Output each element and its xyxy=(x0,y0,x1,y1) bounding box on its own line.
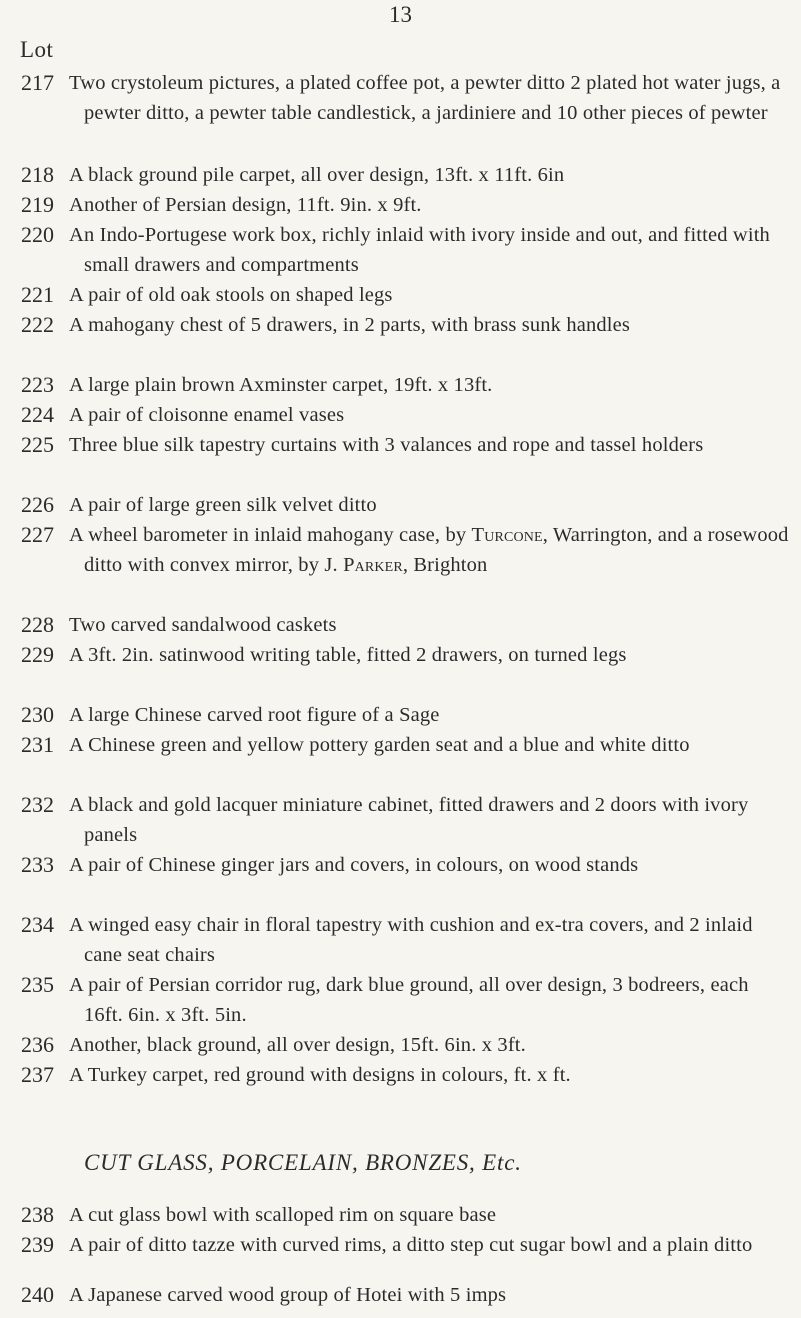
lot-number: 238 xyxy=(21,1202,54,1227)
lot-number: 224 xyxy=(21,402,54,427)
lot-number: 217 xyxy=(21,70,54,95)
lot-description: A large Chinese carved root figure of a Sage xyxy=(69,704,440,726)
lot-description: A pair of cloisonne enamel vases xyxy=(69,404,345,426)
lot-number: 229 xyxy=(21,642,54,667)
lot-description: A cut glass bowl with scalloped rim on square base xyxy=(69,1204,497,1226)
lot-description-text: , Brighton xyxy=(402,554,488,576)
lot-description: A pair of large green silk velvet ditto xyxy=(69,494,377,516)
section-heading: CUT GLASS, PORCELAIN, BRONZES, Etc. xyxy=(84,1150,522,1175)
lot-number: 226 xyxy=(21,492,54,517)
lot-description: A Chinese green and yellow pottery garden seat and a blue and white ditto xyxy=(69,734,690,756)
lot-description xyxy=(69,520,789,580)
lot-description-text: , Warrington, and a rosewood ditto with convex mirror, by J. xyxy=(84,524,789,576)
lot-number: 222 xyxy=(21,312,54,337)
lot-description: A Turkey carpet, red ground with designs in colours, ft. x ft. xyxy=(69,1064,571,1086)
lot-number: 232 xyxy=(21,792,54,817)
lot-number: 221 xyxy=(21,282,54,307)
lot-number: 219 xyxy=(21,192,54,217)
lot-number: 235 xyxy=(21,972,54,997)
lot-number: 230 xyxy=(21,702,54,727)
lot-number: 228 xyxy=(21,612,54,637)
lot-description: A pair of ditto tazze with curved rims, a ditto step cut sugar bowl and a plain ditto xyxy=(69,1234,753,1256)
lot-description: Three blue silk tapestry curtains with 3 valances and rope and tassel holders xyxy=(69,434,704,456)
lot-number: 237 xyxy=(21,1062,54,1087)
lot-number: 239 xyxy=(21,1232,54,1257)
lot-description: A 3ft. 2in. satinwood writing table, fitted 2 drawers, on turned legs xyxy=(69,644,627,666)
lot-description: Two carved sandalwood caskets xyxy=(69,614,337,636)
maker-name: Parker xyxy=(343,554,403,576)
lot-description: A black ground pile carpet, all over design, 13ft. x 11ft. 6in xyxy=(69,164,565,186)
lot-description: Another of Persian design, 11ft. 9in. x 9ft. xyxy=(69,194,422,216)
lot-description: Two crystoleum pictures, a plated coffee pot, a pewter ditto 2 plated hot water jugs, a pewter ditto, a pewter table candlestick, a jardiniere and 10 other pieces of pewter xyxy=(69,72,781,124)
lot-number: 236 xyxy=(21,1032,54,1057)
lot-number: 225 xyxy=(21,432,54,457)
lot-description-text: A wheel barometer in inlaid mahogany case, by xyxy=(69,524,472,546)
lot-description: A large plain brown Axminster carpet, 19ft. x 13ft. xyxy=(69,374,493,396)
maker-name: Turcone xyxy=(471,524,543,546)
lot-description: A pair of Chinese ginger jars and covers, in colours, on wood stands xyxy=(69,854,639,876)
lot-description: A mahogany chest of 5 drawers, in 2 parts, with brass sunk handles xyxy=(69,314,631,336)
lot-column-header: Lot xyxy=(20,37,54,62)
lot-number: 233 xyxy=(21,852,54,877)
lot-number: 223 xyxy=(21,372,54,397)
lot-description: A winged easy chair in floral tapestry with cushion and ex-tra covers, and 2 inlaid cane seat chairs xyxy=(69,914,753,966)
lot-number: 218 xyxy=(21,162,54,187)
lot-number: 231 xyxy=(21,732,54,757)
lot-description: A pair of Persian corridor rug, dark blue ground, all over design, 3 bodreers, each 16ft. 6in. x 3ft. 5in. xyxy=(69,974,749,1026)
lot-number: 220 xyxy=(21,222,54,247)
page-number: 13 xyxy=(389,2,412,27)
lot-description: Another, black ground, all over design, 15ft. 6in. x 3ft. xyxy=(69,1034,526,1056)
lot-number: 234 xyxy=(21,912,54,937)
lot-description: A black and gold lacquer miniature cabinet, fitted drawers and 2 doors with ivory panels xyxy=(69,794,749,846)
lot-description: A Japanese carved wood group of Hotei with 5 imps xyxy=(69,1284,507,1306)
lot-number: 240 xyxy=(21,1282,54,1307)
lot-number: 227 xyxy=(21,522,54,547)
lot-description: An Indo-Portugese work box, richly inlaid with ivory inside and out, and fitted with small drawers and compartments xyxy=(69,224,770,276)
lot-description: A pair of old oak stools on shaped legs xyxy=(69,284,393,306)
